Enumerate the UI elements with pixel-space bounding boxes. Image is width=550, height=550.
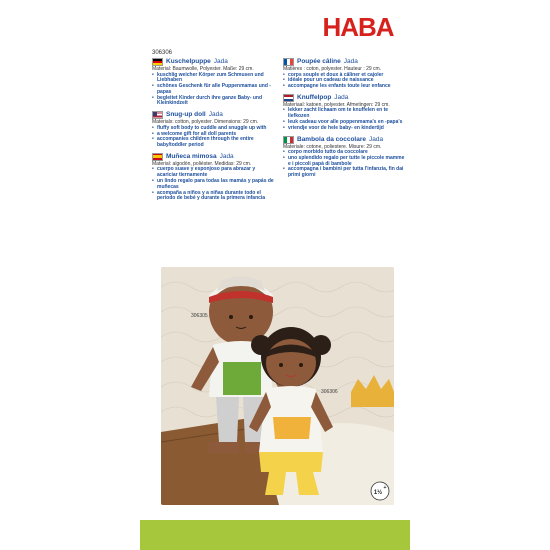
green-footer-band <box>140 520 410 550</box>
feature-bullet: • kuschlig weicher Körper zum Schmusen und Liebhaben <box>152 73 274 85</box>
product-name: Kuschelpuppe <box>166 58 211 65</box>
feature-bullet: • schönes Geschenk für alle Puppenmamas und -papas <box>152 84 274 96</box>
feature-bullet: • lekker zacht lichaam om te knuffelen en te liefkozen <box>283 108 405 120</box>
flag-nl-icon <box>283 94 294 102</box>
age-badge <box>371 482 389 500</box>
feature-bullet: • acompaña a niños y a niñas durante todo el periodo de bebé y durante la primera infancia <box>152 191 274 203</box>
boy-shirt-field <box>223 362 261 395</box>
product-name: Poupée câline <box>297 58 341 65</box>
product-variant: Jada <box>208 111 223 119</box>
right-column <box>283 58 405 183</box>
girl-doll <box>249 327 333 495</box>
product-variant: Jada <box>213 58 228 65</box>
product-variant: Jada <box>334 93 349 101</box>
feature-bullet: • idéale pour un cadeau de naissance <box>283 78 405 84</box>
feature-bullet: • vriendje voor de hele baby- en kindertijd <box>283 126 405 132</box>
flag-fr-icon <box>283 58 294 66</box>
feature-bullet: • accompagne les enfants toute leur enfance <box>283 84 405 90</box>
material-line: Material: algodón, poliéster. Medidas: 29 cm. <box>152 160 252 167</box>
girl-skirt <box>259 452 323 472</box>
language-title <box>152 58 274 66</box>
product-photo <box>161 267 394 505</box>
flag-us-icon <box>152 111 163 119</box>
girl-eye-right <box>299 363 303 367</box>
material-line: Matières : coton, polyester. Hauteur : 29 cm. <box>283 66 382 72</box>
haba-logo-text: HABA <box>322 12 394 42</box>
product-name: Snug-up doll <box>166 111 206 119</box>
language-block-de <box>152 58 274 107</box>
material-line: Materiale: cotone, poliestere. Misure: 29 cm. <box>283 143 382 150</box>
girl-pocket <box>273 417 311 439</box>
language-title <box>152 111 274 119</box>
boy-foot-left <box>207 442 239 453</box>
language-block-fr <box>283 58 405 90</box>
girl-eye-left <box>279 363 283 367</box>
flag-it-icon <box>283 136 294 144</box>
language-block-us <box>152 111 274 149</box>
feature-bullet: • a welcome gift for all doll parents <box>152 132 274 138</box>
material-line: Materials: cotton, polyester. Dimensions: 29 cm. <box>152 119 259 126</box>
product-variant: Jada <box>369 135 384 143</box>
left-column <box>152 58 274 206</box>
flag-de-icon <box>152 58 163 66</box>
haba-logo <box>318 12 398 42</box>
boy-article-label: 306305 <box>191 313 208 319</box>
feature-bullet: • begleitet Kinder durch ihre ganze Baby- und Kleinkindzeit <box>152 96 274 108</box>
haba-logo-mark <box>318 12 398 42</box>
girl-article-label: 306306 <box>321 389 338 395</box>
language-block-it <box>283 136 405 179</box>
material-line: Material: Baumwolle, Polyester. Maße: 29 cm. <box>152 66 254 72</box>
language-title <box>152 153 274 161</box>
boy-eye-left <box>229 315 233 319</box>
product-variant: Jada <box>219 152 234 160</box>
feature-bullet: • accompagna i bambini per tutta l'infanzia, fin dai primi giorni <box>283 167 405 179</box>
age-badge-text: 1½ <box>373 490 383 496</box>
feature-bullet: • leuk cadeau voor alle poppenmama's en -papa's <box>283 120 405 126</box>
feature-bullet: • un lindo regalo para todas las mamás y papás de muñecas <box>152 179 274 191</box>
product-variant: Jada <box>343 58 358 65</box>
feature-bullet: • corps souple et doux à câliner et cajoler <box>283 73 405 79</box>
language-block-nl <box>283 94 405 132</box>
product-name: Muñeca mimosa <box>166 152 217 160</box>
feature-bullet: • corpo morbido tutto da coccolare <box>283 150 405 156</box>
age-badge-plus: + <box>383 485 387 491</box>
feature-bullet: • cuerpo suave y esponjoso para abrazar y acariciar tiernamente <box>152 167 274 179</box>
feature-bullet: • uno splendido regalo per tutte le piccole mamme e i piccoli papà di bambole <box>283 156 405 168</box>
language-title <box>283 94 405 102</box>
material-line: Materiaal: katoen, polyester. Afmetingen: 29 cm. <box>283 101 390 108</box>
product-name: Bambola da coccolare <box>297 135 366 143</box>
boy-leg-left <box>216 397 239 442</box>
article-number: 306306 <box>152 50 173 56</box>
boy-eye-right <box>249 315 253 319</box>
feature-bullet: • fluffy soft body to cuddle and snuggle up with <box>152 126 274 132</box>
dolls-illustration <box>161 267 394 505</box>
language-block-es <box>152 153 274 202</box>
language-title <box>283 58 405 66</box>
language-title <box>283 136 405 144</box>
flag-es-icon <box>152 153 163 161</box>
feature-bullet: • accompanies children through the entire baby/toddler period <box>152 137 274 149</box>
product-name: Knuffelpop <box>297 93 332 101</box>
